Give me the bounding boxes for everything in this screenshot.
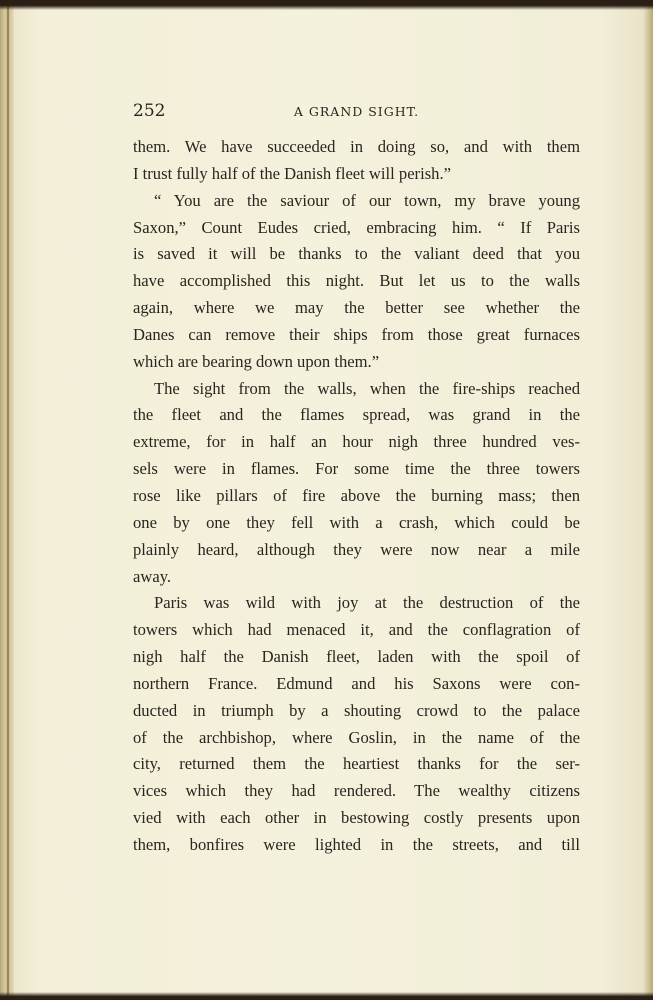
text-line: of the archbishop, where Goslin, in the name of the bbox=[133, 727, 580, 747]
text-line: which are bearing down upon them.” bbox=[133, 351, 380, 371]
text-line: is saved it will be thanks to the valiant deed that you bbox=[133, 244, 580, 264]
paragraph bbox=[133, 376, 580, 591]
paragraph bbox=[133, 590, 580, 858]
text-line: ducted in triumph by a shouting crowd to the palace bbox=[133, 700, 580, 720]
text-line: rose like pillars of fire above the burning mass; then bbox=[133, 485, 580, 505]
running-head: A GRAND SIGHT. bbox=[293, 104, 420, 119]
text-line: vices which they had rendered. The wealthy citizens bbox=[133, 781, 580, 801]
text-line: have accomplished this night. But let us to the walls bbox=[133, 271, 580, 291]
text-line: sels were in flames. For some time the three towers bbox=[133, 459, 580, 479]
text-line: plainly heard, although they were now near a mile bbox=[133, 539, 580, 559]
text-line: Saxon,” Count Eudes cried, embracing him. “ If Paris bbox=[133, 217, 580, 237]
text-line: them, bonfires were lighted in the streets, and till bbox=[133, 834, 580, 854]
spine-line bbox=[7, 0, 9, 1000]
text-line: the fleet and the flames spread, was grand in the bbox=[133, 405, 580, 425]
text-line: towers which had menaced it, and the conflagration of bbox=[133, 620, 580, 640]
text-line: northern France. Edmund and his Saxons were con- bbox=[133, 673, 580, 693]
paragraph bbox=[133, 134, 580, 188]
text-line: one by one they fell with a crash, which could be bbox=[133, 512, 580, 532]
text-line: I trust fully half of the Danish fleet will perish.” bbox=[133, 163, 451, 183]
text-line: city, returned them the heartiest thanks for the ser- bbox=[133, 754, 580, 774]
paragraph bbox=[133, 188, 580, 376]
bottom-shadow bbox=[0, 992, 653, 1000]
text-line: “ You are the saviour of our town, my brave young bbox=[154, 190, 580, 210]
body-text bbox=[133, 134, 580, 859]
text-line: nigh half the Danish fleet, laden with the spoil of bbox=[133, 647, 580, 667]
text-line: them. We have succeeded in doing so, and with them bbox=[133, 137, 580, 156]
text-line: vied with each other in bestowing costly presents upon bbox=[133, 808, 580, 828]
text-line: Danes can remove their ships from those great furnaces bbox=[133, 324, 580, 344]
text-line: Paris was wild with joy at the destruction of the bbox=[154, 593, 580, 613]
top-shadow bbox=[0, 0, 653, 10]
page-edge bbox=[643, 0, 653, 1000]
page-number: 252 bbox=[133, 101, 166, 121]
page-header bbox=[133, 101, 580, 123]
text-line: extreme, for in half an hour nigh three hundred ves- bbox=[133, 432, 580, 452]
text-line: again, where we may the better see whether the bbox=[133, 298, 580, 318]
text-line: away. bbox=[133, 566, 172, 586]
text-line: The sight from the walls, when the fire-ships reached bbox=[154, 378, 580, 398]
